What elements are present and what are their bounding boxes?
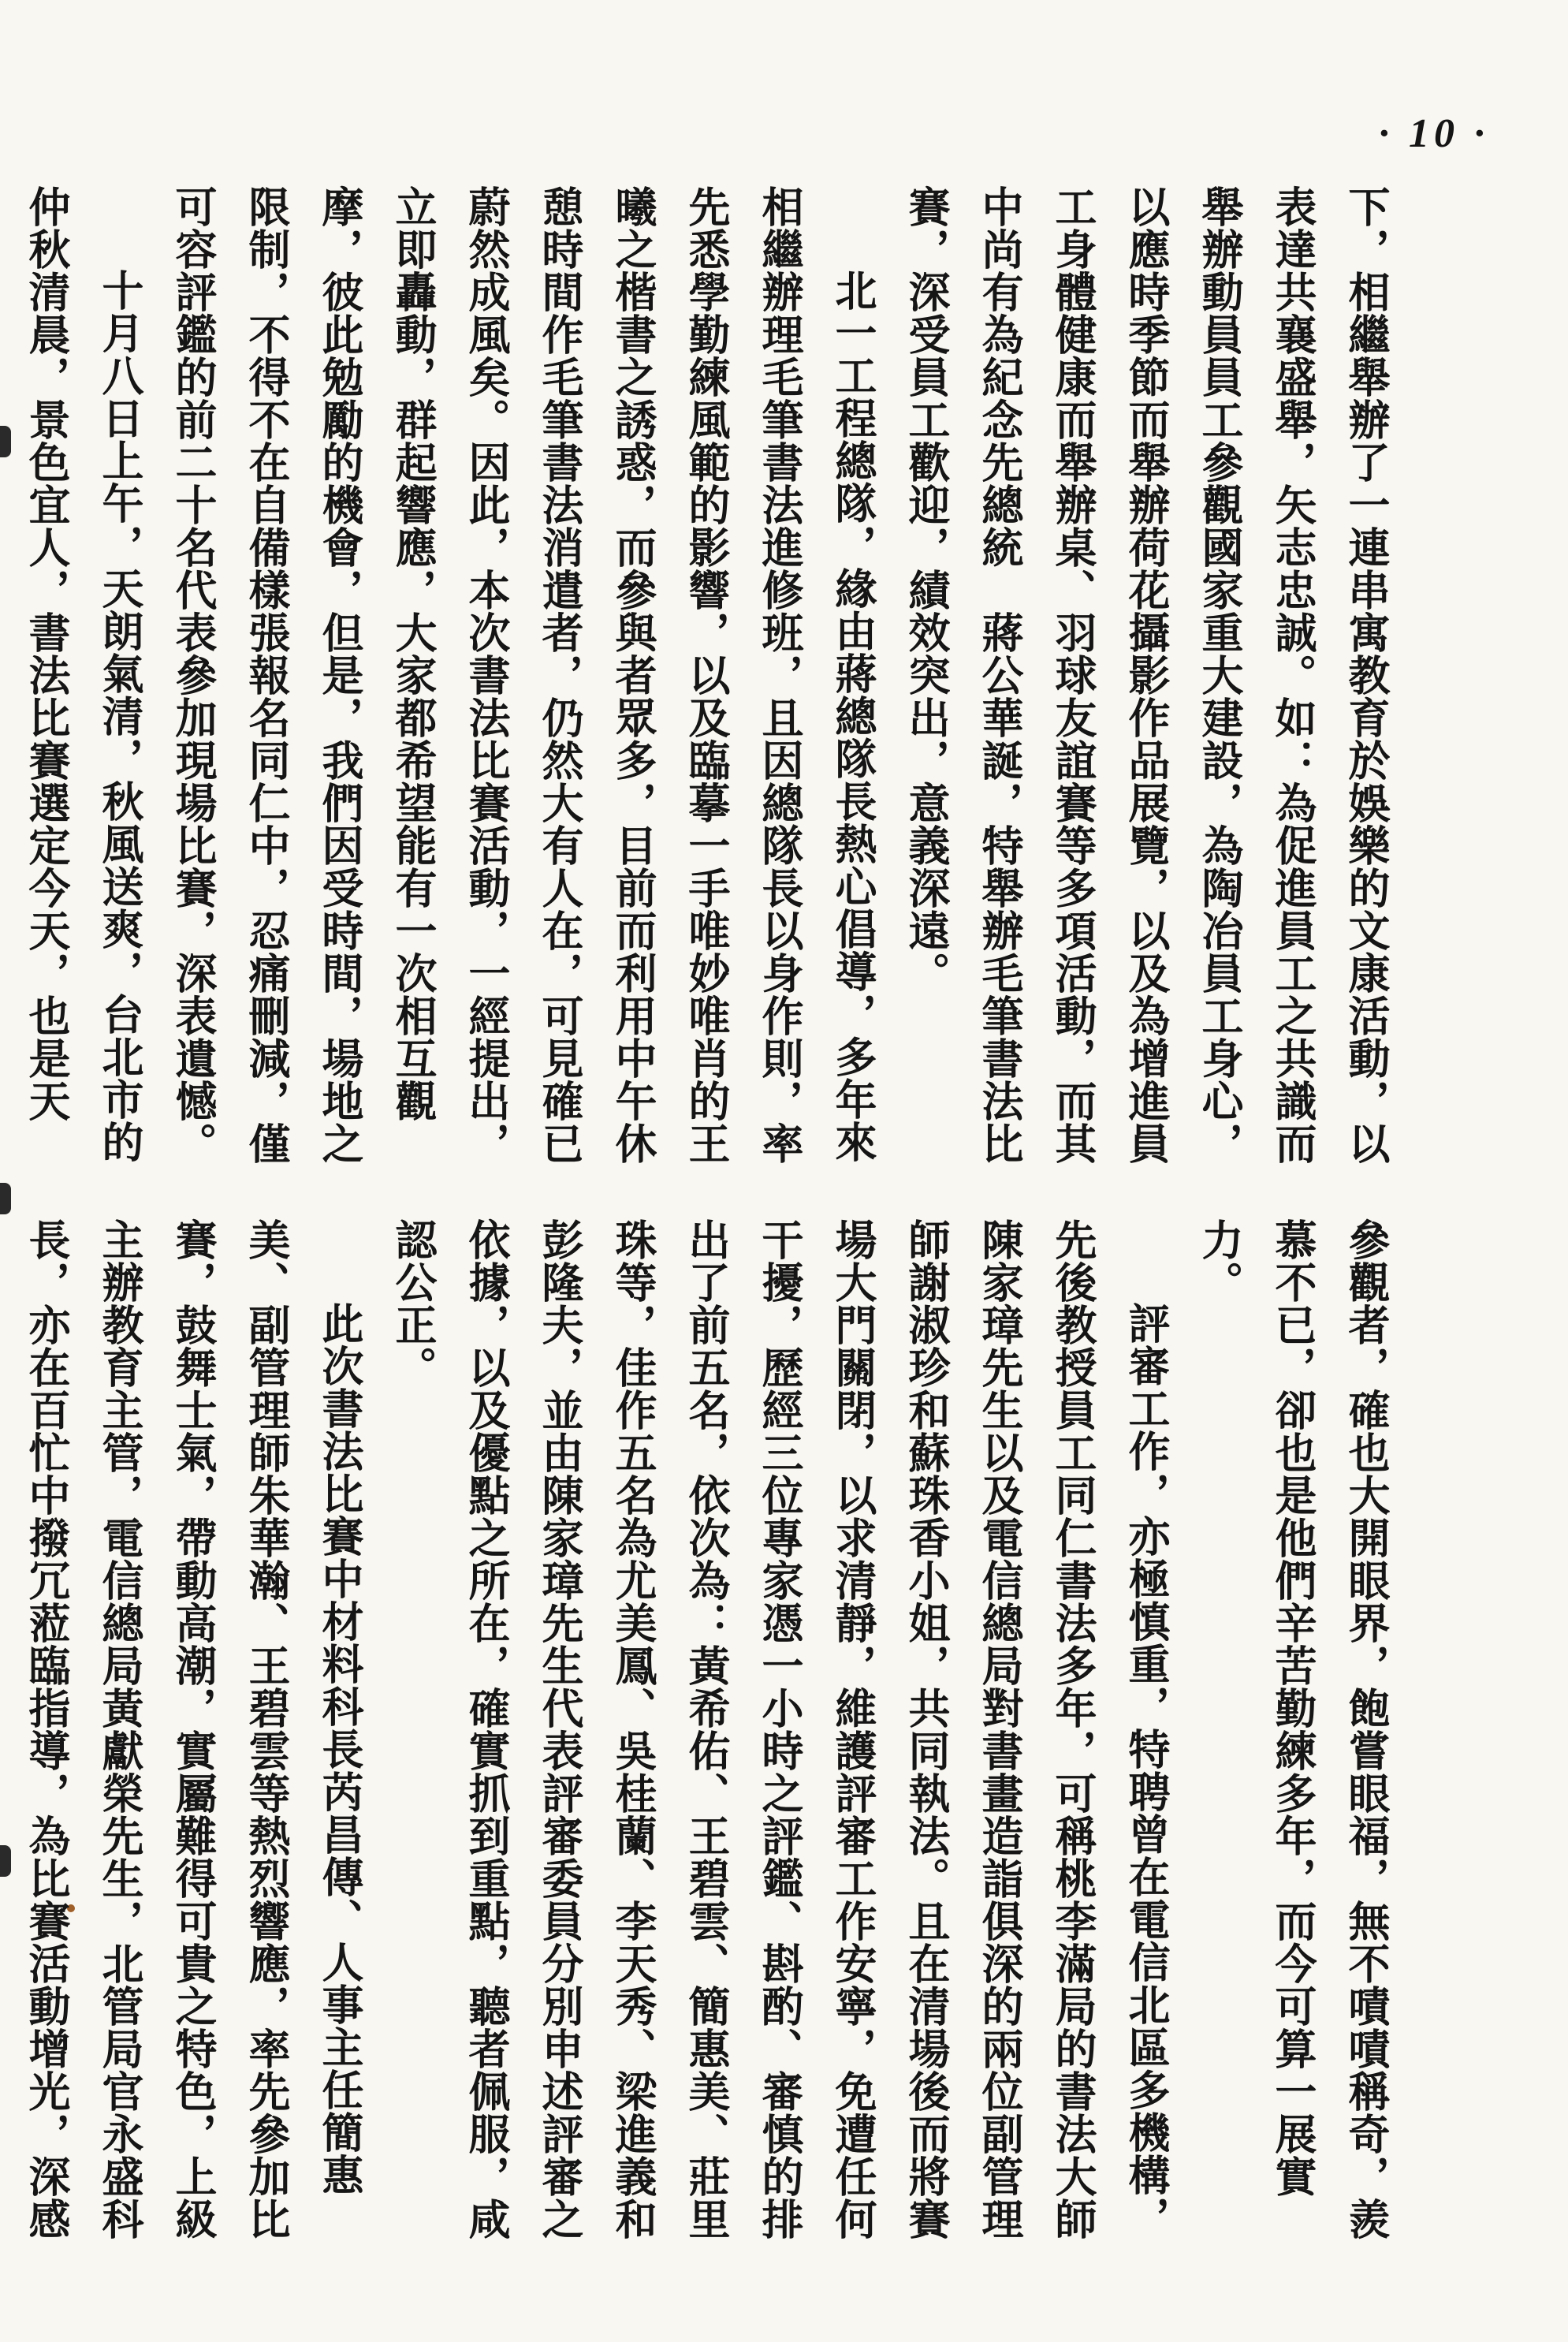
page-number: · 10 · <box>1379 111 1489 156</box>
paragraph: 此次書法比賽中材料科長芮昌傳、人事主任簡惠美、副管理師朱華瀚、王碧雲等熱烈響應，率先參加比賽，鼓舞士氣，帶動高潮，實屬難得可貴之特色，上級主辦教育主管，電信總局黃獻榮先生，北管局官永盛科長，亦在百忙中撥冗蒞臨指導，為比賽活動增光，深感 <box>22 1218 364 2240</box>
paragraph: 北一工程總隊，緣由蔣總隊長熱心倡導，多年來相繼辦理毛筆書法進修班，且因總隊長以身作則，率先悉學勤練風範的影響，以及臨摹一手唯妙唯肖的王曦之楷書之誘惑，而參與者眾多，目前而利用中午休憩時間作毛筆書法消遣者，仍然大有人在，可見確已蔚然成風矣。因此，本次書法比賽活動，一經提出，立即轟動，群起響應，大家都希望能有一次相互觀摩，彼此勉勵的機會，但是，我們因受時間，場地之限制，不得不在自備樣張報名同仁中，忍痛刪減，僅可容評鑑的前二十名代表參加現場比賽，深表遺憾。 <box>169 185 877 1165</box>
article-bottom-section <box>22 1218 1402 2243</box>
paragraph: 評審工作，亦極慎重，特聘曾在電信北區多機構，先後教授員工同仁書法多年，可稱桃李滿局的書法大師陳家璋先生以及電信總局對書畫造詣俱深的兩位副管理師謝淑珍和蘇珠香小姐，共同執法。且在清場後而將賽場大門關閉，以求清靜，維護評審工作安寧，免遭任何干擾，歷經三位專家憑一小時之評鑑、斟酌、審慎的排出了前五名，依次為：黃希佑、王碧雲、簡惠美、莊里珠等，佳作五名為尤美鳳、吳桂蘭、李天秀、梁進義和彭隆夫，並由陳家璋先生代表評審委員分別申述評審之依據，以及優點之所在，確實抓到重點，聽者佩服，咸認公正。 <box>389 1218 1171 2240</box>
paragraph: 參觀者，確也大開眼界，飽嘗眼福，無不嘖嘖稱奇，羨慕不已，卻也是他們辛苦勤練多年，而今可算一展實力。 <box>1195 1218 1391 2240</box>
binder-hole <box>0 1183 11 1214</box>
paragraph: 十月八日上午，天朗氣清，秋風送爽，台北市的仲秋清晨，景色宜人，書法比賽選定今天，也是天 <box>22 185 144 1163</box>
article-top-section <box>22 185 1402 1187</box>
paragraph: 下，相繼舉辦了一連串寓教育於娛樂的文康活動，以表達共襄盛舉，矢志忠誠。如：為促進員工之共識而舉辦動員員工參觀國家重大建設，為陶冶員工身心，以應時季節而舉辦荷花攝影作品展覽，以及為增進員工身體健康而舉辦桌、羽球友誼賽等多項活動，而其中尚有為紀念先總統 蔣公華誕，特舉辦毛筆書法比賽，深受員工歡迎，績效突出，意義深遠。 <box>902 185 1391 1165</box>
